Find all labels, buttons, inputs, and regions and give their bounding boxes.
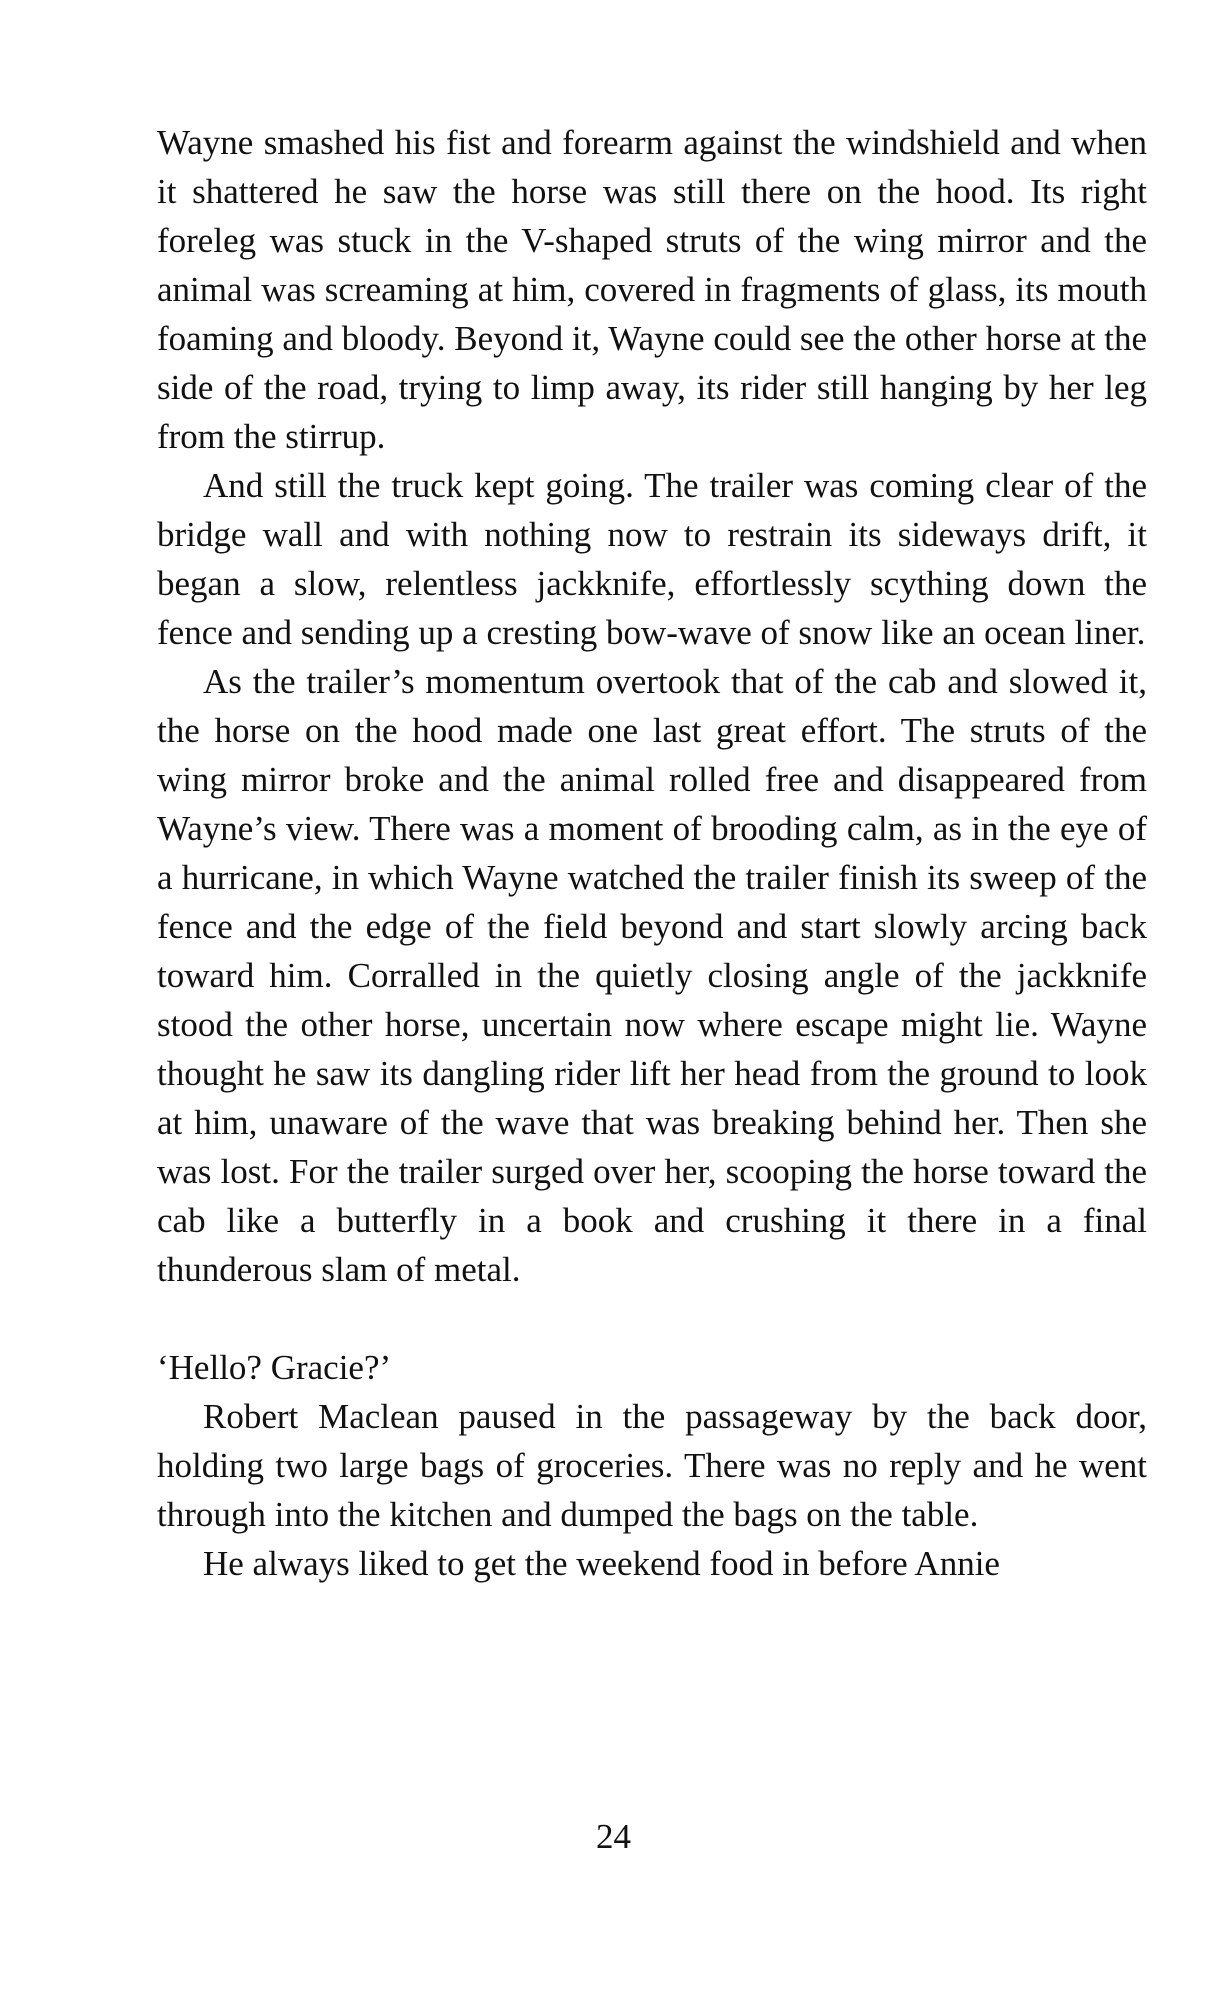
page-number: 24 [596,1817,631,1856]
paragraph-robert-maclean: Robert Maclean paused in the passageway by the back door, holding two large bags of groceries. There was no reply and he went through into the kitchen and dumped the bags on the table. [157,1397,1147,1534]
paragraph-weekend-food: He always liked to get the weekend food in before Annie [203,1544,1000,1583]
section-break [157,1294,1147,1343]
paragraph-hello-gracie: ‘Hello? Gracie?’ [157,1348,392,1387]
paragraph-trailer-momentum: As the trailer’s momentum overtook that of the cab and slowed it, the horse on the hood made one last great effort. The struts of the wing mirror broke and the animal rolled free and disappeared from Wayne’s view. There was a moment of brooding calm, as in the eye of a hurricane, in which Wayne watched the trailer finish its sweep of the fence and the edge of the field beyond and start slowly arcing back toward him. Corralled in the quietly closing angle of the jackknife stood the other horse, uncertain now where escape might lie. Wayne thought he saw its dangling rider lift her head from the ground to look at him, unaware of the wave that was breaking behind her. Then she was lost. For the trailer surged over her, scooping the horse toward the cab like a butterfly in a book and crushing it there in a final thunderous slam of metal. [157,662,1147,1289]
body-text [157,118,1147,1588]
paragraph-truck-kept-going: And still the truck kept going. The trailer was coming clear of the bridge wall and with nothing now to restrain its sideways drift, it began a slow, relentless jackknife, effortlessly scything down the fence and sending up a cresting bow-wave of snow like an ocean liner. [157,466,1147,652]
paragraph-windshield: Wayne smashed his fist and forearm against the windshield and when it shattered he saw the horse was still there on the hood. Its right foreleg was stuck in the V-shaped struts of the wing mirror and the animal was screaming at him, covered in fragments of glass, its mouth foaming and bloody. Beyond it, Wayne could see the other horse at the side of the road, trying to limp away, its rider still hanging by her leg from the stirrup. [157,123,1147,456]
